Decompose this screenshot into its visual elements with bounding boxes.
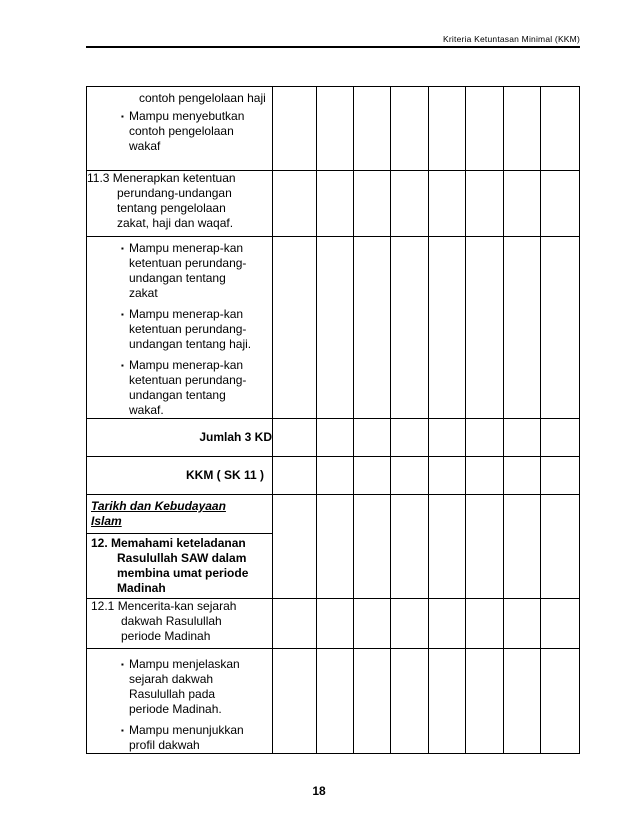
score-cell (429, 171, 466, 237)
score-cell (541, 457, 580, 495)
description-cell (87, 87, 273, 171)
score-cell (391, 457, 429, 495)
table-row (87, 87, 580, 171)
score-cell (354, 237, 391, 419)
score-cell (317, 171, 354, 237)
score-cell (466, 171, 504, 237)
score-cell (504, 87, 541, 171)
indicator-item: ▪ Mampu menerap-kan ketentuan perundang- undangan tentang zakat (121, 241, 247, 300)
score-cell (273, 599, 317, 649)
score-cell (429, 495, 466, 599)
score-cell (354, 495, 391, 599)
running-header: Kriteria Ketuntasan Minimal (KKM) (443, 34, 580, 44)
competency-cell: 11.3 Menerapkan ketentuan perundang-undangan tentang pengelolaan zakat, haji dan waqaf. (87, 171, 273, 237)
score-cell (317, 649, 354, 754)
score-cell (354, 599, 391, 649)
score-cell (354, 87, 391, 171)
score-cell (317, 87, 354, 171)
score-cell (429, 87, 466, 171)
score-cell (273, 495, 317, 599)
score-cell (541, 237, 580, 419)
score-cell (273, 457, 317, 495)
score-cell (391, 599, 429, 649)
description-cell (87, 237, 273, 419)
jumlah-label: Jumlah 3 KD (87, 419, 273, 457)
table-row (87, 599, 580, 649)
score-cell (504, 237, 541, 419)
continued-text: contoh pengelolaan haji (139, 91, 266, 105)
table-row (87, 495, 580, 599)
score-cell (504, 495, 541, 599)
score-cell (391, 237, 429, 419)
score-cell (391, 171, 429, 237)
indicator-item: ▪ Mampu menerap-kan ketentuan perundang- undangan tentang haji. (121, 307, 252, 351)
score-cell (541, 599, 580, 649)
table-row (87, 237, 580, 419)
score-cell (273, 237, 317, 419)
score-cell (504, 171, 541, 237)
kkm-table (86, 86, 580, 754)
table-row (87, 457, 580, 495)
bullet-icon: ▪ (121, 726, 124, 735)
score-cell (541, 171, 580, 237)
score-cell (391, 87, 429, 171)
score-cell (429, 457, 466, 495)
score-cell (317, 495, 354, 599)
score-cell (429, 599, 466, 649)
score-cell (317, 599, 354, 649)
score-cell (466, 457, 504, 495)
score-cell (466, 87, 504, 171)
table-row (87, 649, 580, 754)
page-number: 18 (312, 784, 326, 798)
score-cell (391, 495, 429, 599)
score-cell (391, 649, 429, 754)
section-cell (87, 495, 273, 599)
table-row (87, 419, 580, 457)
score-cell (354, 457, 391, 495)
bullet-icon: ▪ (121, 660, 124, 669)
score-cell (429, 649, 466, 754)
score-cell (504, 457, 541, 495)
score-cell (317, 419, 354, 457)
score-cell (466, 495, 504, 599)
score-cell (273, 649, 317, 754)
score-cell (273, 171, 317, 237)
score-cell (466, 599, 504, 649)
bullet-icon: ▪ (121, 361, 124, 370)
score-cell (429, 237, 466, 419)
score-cell (466, 237, 504, 419)
section-title: Tarikh dan Kebudayaan Islam (91, 499, 226, 528)
score-cell (541, 649, 580, 754)
score-cell (541, 87, 580, 171)
competency-cell: 12.1 Mencerita-kan sejarah dakwah Rasulullah periode Madinah (87, 599, 273, 649)
score-cell (273, 419, 317, 457)
indicator-item: ▪ Mampu menerap-kan ketentuan perundang- undangan tentang wakaf. (121, 358, 247, 417)
indicator-item: ▪ Mampu menjelaskan sejarah dakwah Rasulullah pada periode Madinah. (121, 657, 240, 716)
score-cell (466, 419, 504, 457)
description-cell (87, 649, 273, 754)
header-rule (86, 46, 580, 48)
standard-12: 12. Memahami keteladanan Rasulullah SAW dalam membina umat periode Madinah (91, 536, 249, 595)
indicator-item: ▪ Mampu menyebutkan contoh pengelolaan wakaf (121, 109, 245, 153)
score-cell (504, 599, 541, 649)
score-cell (354, 419, 391, 457)
score-cell (466, 649, 504, 754)
score-cell (354, 171, 391, 237)
score-cell (273, 87, 317, 171)
bullet-icon: ▪ (121, 310, 124, 319)
score-cell (391, 419, 429, 457)
bullet-icon: ▪ (121, 112, 124, 121)
score-cell (317, 457, 354, 495)
score-cell (504, 649, 541, 754)
table-row (87, 171, 580, 237)
score-cell (354, 649, 391, 754)
indicator-item: ▪ Mampu menunjukkan profil dakwah (121, 723, 244, 752)
score-cell (541, 495, 580, 599)
score-cell (317, 237, 354, 419)
score-cell (429, 419, 466, 457)
bullet-icon: ▪ (121, 244, 124, 253)
score-cell (541, 419, 580, 457)
kkm-label: KKM ( SK 11 ) (87, 457, 273, 495)
score-cell (504, 419, 541, 457)
